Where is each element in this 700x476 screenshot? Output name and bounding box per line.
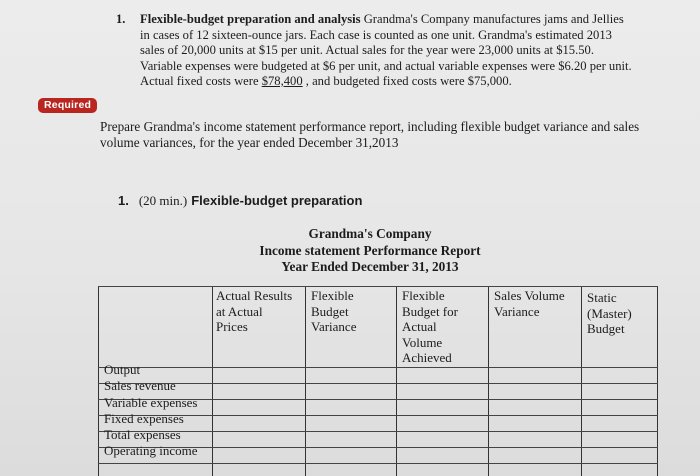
header-flexible-budget-variance: Flexible Budget Variance <box>311 288 357 334</box>
sub-question-heading <box>118 193 362 209</box>
sub-question-title: Flexible-budget preparation <box>191 193 363 208</box>
actual-fixed-cost: $78,400 <box>261 74 303 88</box>
header-actual-results: Actual Results at Actual Prices <box>216 288 293 334</box>
table-border-top <box>98 286 658 287</box>
report-heading <box>240 226 500 276</box>
problem-statement <box>116 12 636 90</box>
table-row-divider <box>98 431 658 432</box>
table-row-divider <box>98 463 658 464</box>
row-label-total-expenses: Total expenses <box>104 427 181 442</box>
row-label-fixed-expenses: Fixed expenses <box>104 411 184 426</box>
sub-question-time: (20 min.) <box>138 193 188 208</box>
row-label-operating-income: Operating income <box>104 443 198 458</box>
row-label-sales-revenue: Sales revenue <box>104 378 176 393</box>
report-title: Income statement Performance Report <box>259 242 481 258</box>
problem-body-1: Grandma's Company manufactures jams and Jellies in cases of 12 sixteen-ounce jars. Each case is counted as one unit. Grandma's estimated 2013 sales of 20,000 units at $15 per unit. Actual sales for the year were 23,000 units at $15.50. Variable expenses were budgeted at $6 per unit, and actual variable expenses were $6.20 per unit. Actual fixed costs were <box>140 12 632 88</box>
performance-report-table <box>98 286 658 476</box>
instructions-text: Prepare Grandma's income statement performance report, including flexible budget variance and sales volume variances, for the year ended December 31,2013 <box>100 119 640 150</box>
problem-number: 1. <box>116 12 126 26</box>
company-name: Grandma's Company <box>308 226 432 241</box>
required-badge: Required <box>38 98 97 113</box>
problem-text <box>140 12 636 90</box>
header-static-budget: Static (Master) Budget <box>587 290 632 336</box>
table-row-divider <box>98 367 658 368</box>
header-flexible-budget: Flexible Budget for Actual Volume Achieved <box>402 288 458 365</box>
header-sales-volume-variance: Sales Volume Variance <box>494 288 565 319</box>
sub-question-number: 1. <box>118 193 129 208</box>
report-period: Year Ended December 31, 2013 <box>281 259 459 274</box>
row-label-output: Output <box>104 362 141 377</box>
problem-body-2: , and budgeted fixed costs were $75,000. <box>302 74 512 88</box>
table-row-divider <box>98 383 658 384</box>
problem-lead: Flexible-budget preparation and analysis <box>140 12 361 26</box>
row-label-variable-expenses: Variable expenses <box>104 395 198 410</box>
